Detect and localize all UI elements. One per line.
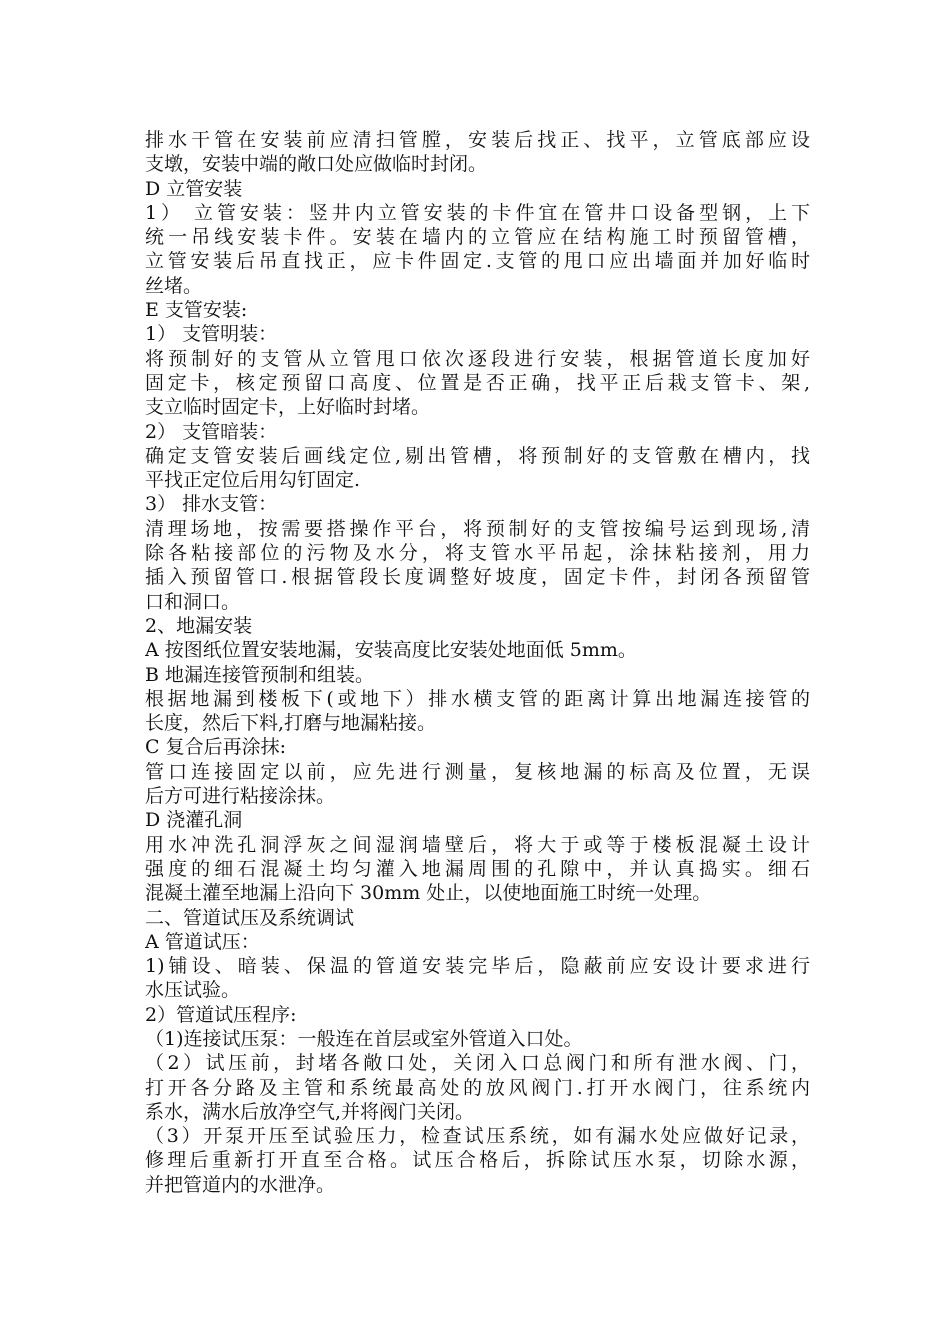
text-line: 确定支管安装后画线定位,剔出管槽，将预制好的支管敷在槽内，找 — [145, 444, 810, 467]
text-line: 2）管道试压程序: — [145, 1003, 297, 1026]
text-line: 平找正定位后用勾钉固定. — [145, 469, 361, 492]
text-line: 强度的细石混凝土均匀灌入地漏周围的孔隙中，并认真捣实。细石 — [145, 857, 810, 880]
text-line: 支墩，安装中端的敞口处应做临时封闭。 — [145, 153, 488, 176]
text-line: 支立临时固定卡，上好临时封堵。 — [145, 396, 431, 419]
text-line: D 浇灌孔洞 — [145, 809, 243, 832]
text-line: （1)连接试压泵：一般连在首层或室外管道入口处。 — [145, 1027, 583, 1050]
text-line: 并把管道内的水泄净。 — [145, 1173, 336, 1196]
text-line: （2）试压前，封堵各敞口处，关闭入口总阀门和所有泄水阀、门， — [145, 1052, 810, 1075]
text-line: 修理后重新打开直至合格。试压合格后，拆除试压水泵，切除水源， — [145, 1149, 810, 1172]
text-line: C 复合后再涂抹: — [145, 736, 286, 759]
text-line: 根据地漏到楼板下(或地下）排水横支管的距离计算出地漏连接管的 — [145, 687, 810, 710]
text-line: 清理场地，按需要搭操作平台，将预制好的支管按编号运到现场,清 — [145, 517, 810, 540]
text-line: 统一吊线安装卡件。安装在墙内的立管应在结构施工时预留管槽， — [145, 226, 810, 249]
text-line: 打开各分路及主管和系统最高处的放风阀门.打开水阀门，往系统内 — [145, 1076, 810, 1099]
text-line: 将预制好的支管从立管甩口依次逐段进行安装，根据管道长度加好 — [145, 347, 810, 370]
text-line: 用水冲洗孔洞浮灰之间湿润墙壁后，将大于或等于楼板混凝土设计 — [145, 833, 810, 856]
text-line: A 按图纸位置安装地漏，安装高度比安装处地面低 5mm。 — [145, 639, 637, 662]
text-line: 系水，满水后放净空气,并将阀门关闭。 — [145, 1100, 475, 1123]
text-line: （3）开泵开压至试验压力，检查试压系统，如有漏水处应做好记录， — [145, 1125, 810, 1148]
text-line: 二、管道试压及系统调试 — [145, 906, 355, 929]
text-line: 长度，然后下料,打磨与地漏粘接。 — [145, 712, 437, 735]
text-line: 除各粘接部位的污物及水分，将支管水平吊起，涂抹粘接剂，用力 — [145, 542, 810, 565]
text-line: 丝堵。 — [145, 274, 203, 297]
text-line: 后方可进行粘接涂抹。 — [145, 785, 336, 808]
text-line: 1)铺设、暗装、保温的管道安装完毕后，隐蔽前应安设计要求进行 — [145, 955, 810, 978]
document-body — [145, 128, 810, 1197]
text-line: 立管安装后吊直找正，应卡件固定.支管的甩口应出墙面并加好临时 — [145, 250, 810, 273]
text-line: A 管道试压： — [145, 930, 260, 953]
text-line: 管口连接固定以前，应先进行测量，复核地漏的标高及位置，无误 — [145, 760, 810, 783]
text-line: 3） 排水支管： — [145, 493, 278, 516]
text-line: 混凝土灌至地漏上沿向下 30mm 处止，以使地面施工时统一处理。 — [145, 882, 712, 905]
text-line: 水压试验。 — [145, 979, 241, 1002]
text-line: 插入预留管口.根据管段长度调整好坡度，固定卡件，封闭各预留管 — [145, 566, 810, 589]
text-line: 1） 立管安装：竖井内立管安装的卡件宜在管井口设备型钢，上下 — [145, 201, 810, 224]
text-line: 2、地漏安装 — [145, 614, 253, 637]
text-line: 2） 支管暗装： — [145, 420, 278, 443]
text-line: B 地漏连接管预制和组装。 — [145, 663, 375, 686]
text-line: 固定卡，核定预留口高度、位置是否正确，找平正后栽支管卡、架, — [145, 371, 810, 394]
text-line: 排水干管在安装前应清扫管膛，安装后找正、找平，立管底部应设 — [145, 129, 810, 151]
text-line: D 立管安装 — [145, 177, 243, 200]
text-line: 1） 支管明装： — [145, 323, 278, 346]
text-line: 口和洞口。 — [145, 590, 241, 613]
text-line: E 支管安装: — [145, 299, 248, 322]
